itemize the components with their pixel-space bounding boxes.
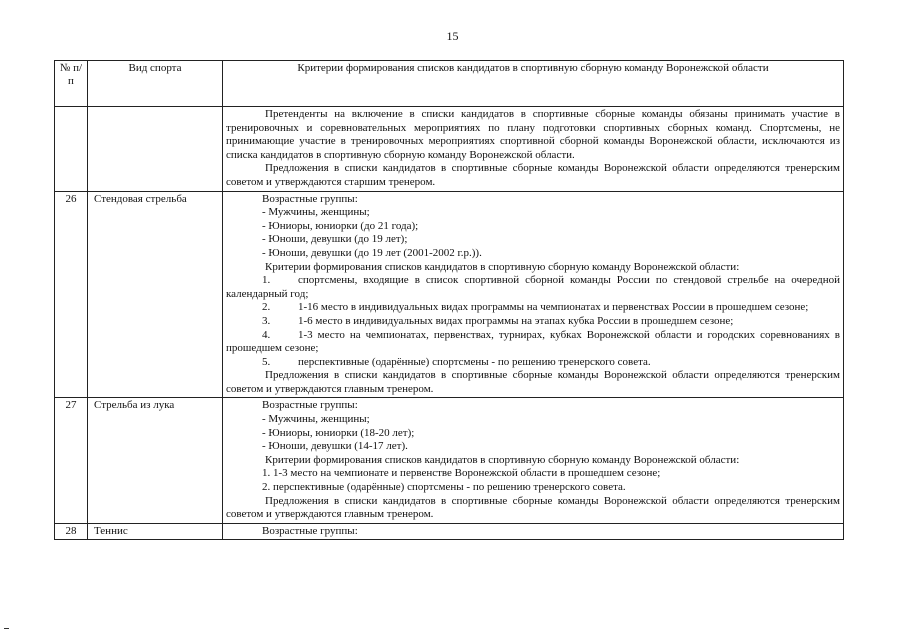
criteria-item-text: перспективные (одарённые) спортсмены - по решению тренерского совета. (298, 355, 651, 368)
row-footer-note: Предложения в списки кандидатов в спортивные сборные команды Воронежской области определяются тренерским советом и утверждаются главным тренером. (226, 369, 840, 395)
age-groups-title: Возрастные группы: (262, 524, 358, 537)
criteria-item-number: 3. (262, 314, 271, 327)
page-number: 15 (446, 29, 459, 43)
criteria-item-number: 4. (262, 328, 271, 341)
criteria-item-text: спортсмены, входящие в список спортивной сборной команды России по стендовой стрельбе на очередной календарный год; (226, 274, 840, 300)
criteria-item (226, 356, 840, 370)
criteria-item (226, 467, 840, 481)
cell-sport (88, 107, 223, 192)
criteria-item-number: 1. (262, 274, 271, 287)
row-footer-note: Предложения в списки кандидатов в спортивные сборные команды Воронежской области определяются тренерским советом и утверждаются главным тренером. (226, 494, 840, 521)
row-sport: Стрельба из лука (88, 398, 223, 523)
age-group-item: - Юноши, девушки (до 19 лет); (262, 233, 408, 246)
continuation-paragraph-1: Претенденты на включение в списки кандидатов в спортивные сборные команды обязаны принимать участие в тренировочных и соревновательных мероприятиях по плану подготовки спортивных сборных команд. Спортсмены, не принимающие участие в тренировочных мероприятиях спортивной сборной команды Воронежской области, исключаются из списка кандидатов в спортивную сборную команду Воронежской области. (226, 108, 840, 161)
row-sport: Теннис (88, 523, 223, 540)
continuation-paragraph-2: Предложения в списки кандидатов в спортивные сборные команды Воронежской области определяются тренерским советом и утверждаются старшим тренером. (226, 162, 840, 188)
header-number (55, 61, 88, 107)
criteria-item-number: 5. (262, 355, 271, 368)
header-sport: Вид спорта (88, 61, 223, 107)
criteria-item-text: 1-3 место на чемпионате и первенстве Воронежской области в прошедшем сезоне; (273, 467, 661, 480)
table-row-archery (55, 398, 844, 523)
criteria-item-text: 1-6 место в индивидуальных видах программы на этапах кубка России в прошедшем сезоне; (298, 314, 734, 327)
age-group-item: - Мужчины, женщины; (262, 206, 370, 219)
criteria-table (54, 60, 844, 540)
criteria-item-text: перспективные (одарённые) спортсмены - по решению тренерского совета. (273, 481, 626, 494)
criteria-title: Критерии формирования списков кандидатов в спортивную сборную команду Воронежской области: (265, 260, 740, 273)
row-criteria (223, 523, 844, 540)
criteria-item (226, 329, 840, 356)
criteria-item (226, 274, 840, 301)
cell-number (55, 107, 88, 192)
table-row-tennis (55, 523, 844, 540)
criteria-item (226, 301, 840, 315)
row-criteria (223, 191, 844, 398)
criteria-item-text: 1-3 место на чемпионатах, первенствах, турнирах, кубках Воронежской области и городских соревнованиях в прошедшем сезоне; (226, 328, 840, 355)
criteria-item (226, 315, 840, 329)
age-group-item: - Юноши, девушки (до 19 лет (2001-2002 г.р.)). (262, 246, 482, 259)
criteria-item-text: 1-16 место в индивидуальных видах программы на чемпионатах и первенствах России в прошедшем сезоне; (298, 301, 809, 314)
age-groups-title: Возрастные группы: (262, 192, 358, 205)
row-number: 28 (55, 523, 88, 540)
criteria-title: Критерии формирования списков кандидатов в спортивную сборную команду Воронежской области: (265, 453, 740, 466)
table-header-row (55, 61, 844, 107)
row-sport: Стендовая стрельба (88, 191, 223, 398)
header-number-text: № п/ п (59, 62, 83, 87)
row-criteria (223, 398, 844, 523)
age-group-item: - Мужчины, женщины; (262, 413, 370, 426)
age-group-item: - Юниоры, юниорки (до 21 года); (262, 219, 419, 232)
criteria-item-number: 1. (262, 467, 271, 480)
header-criteria: Критерии формирования списков кандидатов в спортивную сборную команду Воронежской области (223, 61, 844, 107)
cell-criteria (223, 107, 844, 192)
row-number: 26 (55, 191, 88, 398)
criteria-item (226, 481, 840, 495)
table-row-continuation (55, 107, 844, 192)
scan-margin-mark (4, 628, 9, 629)
table-row-shooting (55, 191, 844, 398)
age-group-item: - Юниоры, юниорки (18-20 лет); (262, 426, 415, 439)
age-groups-title: Возрастные группы: (262, 399, 358, 412)
row-number: 27 (55, 398, 88, 523)
age-group-item: - Юноши, девушки (14-17 лет). (262, 440, 408, 453)
criteria-item-number: 2. (262, 481, 271, 494)
criteria-item-number: 2. (262, 301, 271, 314)
